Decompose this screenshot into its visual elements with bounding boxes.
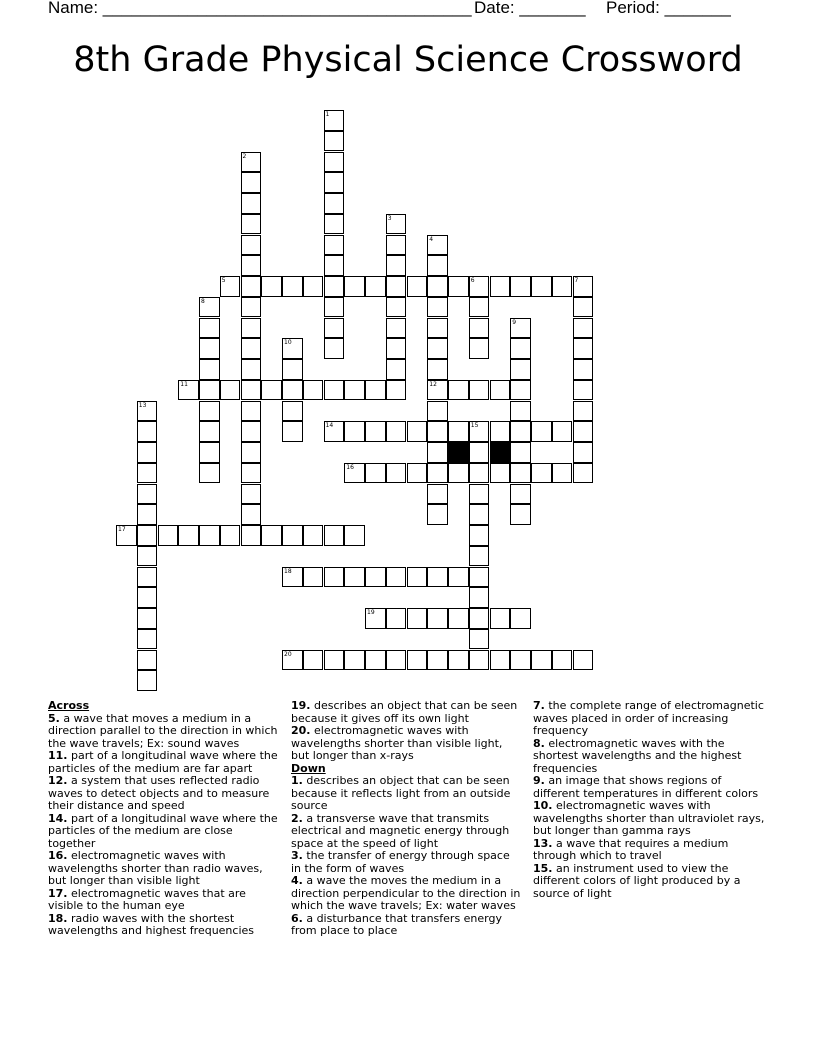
grid-cell[interactable] <box>282 338 303 359</box>
grid-cell[interactable] <box>427 401 448 422</box>
grid-cell[interactable] <box>137 463 158 484</box>
grid-cell[interactable] <box>427 421 448 442</box>
grid-cell[interactable] <box>282 380 303 401</box>
across-clue <box>48 913 280 938</box>
grid-cell[interactable] <box>510 338 531 359</box>
grid-cell[interactable] <box>137 421 158 442</box>
clue-number: 2 <box>242 152 247 160</box>
clue-number: 17. <box>48 886 68 900</box>
grid-cell[interactable] <box>510 380 531 401</box>
grid-cell[interactable] <box>573 276 594 297</box>
grid-cell[interactable] <box>324 131 345 152</box>
clue-text: a system that uses reflected radio waves to detect objects and to measure their distance and speed <box>48 774 270 812</box>
across-clue <box>48 775 280 813</box>
clues-column-1 <box>48 700 280 938</box>
grid-cell[interactable] <box>427 567 448 588</box>
clue-number: 11 <box>180 380 188 388</box>
grid-cell[interactable] <box>137 608 158 629</box>
grid-cell[interactable] <box>282 359 303 380</box>
clue-number: 4. <box>291 874 303 887</box>
grid-cell[interactable] <box>531 650 552 671</box>
grid-cell[interactable] <box>386 255 407 276</box>
grid-cell[interactable] <box>220 380 241 401</box>
grid-cell[interactable] <box>324 338 345 359</box>
period-field[interactable]: Period: _______ <box>606 0 731 17</box>
grid-cell[interactable] <box>407 608 428 629</box>
grid-cell[interactable] <box>573 380 594 401</box>
grid-cell[interactable] <box>241 525 262 546</box>
clue-text: an image that shows regions of different temperatures in different colors <box>533 774 759 800</box>
clue-text: electromagnetic waves with wavelengths shorter than visible light, but longer than x-rays <box>291 724 503 762</box>
grid-cell[interactable] <box>386 297 407 318</box>
grid-cell[interactable] <box>490 421 511 442</box>
clue-text: the complete range of electromagnetic waves placed in order of increasing frequency <box>533 699 764 737</box>
across-list-a <box>48 713 280 938</box>
clue-number: 6 <box>470 277 475 284</box>
clue-number: 9. <box>533 774 545 787</box>
grid-cell[interactable] <box>137 546 158 567</box>
grid-cell[interactable] <box>199 359 220 380</box>
grid-cell[interactable] <box>241 152 262 173</box>
grid-cell[interactable] <box>407 650 428 671</box>
grid-cell[interactable] <box>324 276 345 297</box>
grid-cell[interactable] <box>137 629 158 650</box>
clue-number: 3 <box>387 214 392 222</box>
clue-number: 8. <box>533 736 545 750</box>
grid-cell[interactable] <box>386 276 407 297</box>
grid-cell[interactable] <box>241 172 262 193</box>
grid-cell[interactable] <box>137 401 158 422</box>
grid-cell[interactable] <box>199 525 220 546</box>
grid-cell[interactable] <box>365 567 386 588</box>
grid-cell[interactable] <box>241 338 262 359</box>
clues-column-2 <box>291 700 523 938</box>
grid-cell[interactable] <box>448 567 469 588</box>
grid-cell[interactable] <box>510 276 531 297</box>
down-clue <box>291 875 523 913</box>
grid-cell[interactable] <box>199 421 220 442</box>
grid-cell[interactable] <box>427 255 448 276</box>
grid-cell[interactable] <box>552 276 573 297</box>
grid-cell[interactable] <box>386 359 407 380</box>
grid-cell[interactable] <box>365 650 386 671</box>
grid-cell[interactable] <box>386 235 407 256</box>
grid-cell[interactable] <box>469 297 490 318</box>
grid-cell[interactable] <box>386 608 407 629</box>
grid-cell[interactable] <box>241 442 262 463</box>
clue-number: 7 <box>574 277 579 284</box>
grid-cell[interactable] <box>469 463 490 484</box>
clue-number: 10 <box>284 339 292 347</box>
down-clue <box>533 800 765 838</box>
grid-cell[interactable] <box>510 442 531 463</box>
clue-number: 13 <box>138 401 147 409</box>
grid-cell[interactable] <box>241 380 262 401</box>
grid-cell[interactable] <box>137 587 158 608</box>
grid-cell[interactable] <box>386 318 407 339</box>
grid-cell[interactable] <box>407 421 428 442</box>
clue-number: 3. <box>291 849 303 862</box>
grid-cell[interactable] <box>303 567 324 588</box>
grid-cell[interactable] <box>510 359 531 380</box>
clue-number: 8 <box>201 297 205 305</box>
clue-number: 19. <box>291 699 311 712</box>
grid-cell[interactable] <box>241 214 262 235</box>
grid-cell[interactable] <box>199 463 220 484</box>
clue-text: radio waves with the shortest wavelengths and highest frequencies <box>48 911 255 937</box>
grid-cell[interactable] <box>324 650 345 671</box>
grid-cell[interactable] <box>324 152 345 173</box>
grid-cell[interactable] <box>469 546 490 567</box>
grid-cell[interactable] <box>490 276 511 297</box>
grid-cell[interactable] <box>199 338 220 359</box>
grid-cell[interactable] <box>510 650 531 671</box>
grid-cell[interactable] <box>241 276 262 297</box>
grid-cell[interactable] <box>324 297 345 318</box>
grid-cell[interactable] <box>531 463 552 484</box>
clue-text: the transfer of energy through space in the form of waves <box>291 849 510 875</box>
grid-cell[interactable] <box>324 567 345 588</box>
clue-number: 20 <box>284 650 292 658</box>
grid-cell[interactable] <box>282 276 303 297</box>
grid-cell[interactable] <box>510 318 531 339</box>
down-clue <box>533 738 765 776</box>
clue-text: an instrument used to view the different colors of light produced by a source of light <box>533 861 741 900</box>
clues-column-3 <box>533 700 765 900</box>
down-clue <box>291 775 523 813</box>
grid-cell[interactable] <box>137 525 158 546</box>
grid-cell[interactable] <box>365 608 386 629</box>
clue-text: a disturbance that transfers energy from place to place <box>291 911 502 937</box>
grid-cell[interactable] <box>220 525 241 546</box>
grid-cell[interactable] <box>386 380 407 401</box>
clue-number: 5. <box>48 711 60 725</box>
grid-cell[interactable] <box>510 484 531 505</box>
grid-cell[interactable] <box>386 214 407 235</box>
down-clue <box>533 863 765 901</box>
grid-cell[interactable] <box>137 484 158 505</box>
clue-text: describes an object that can be seen because it gives off its own light <box>291 699 518 725</box>
grid-cell[interactable] <box>531 276 552 297</box>
across-clue <box>48 750 280 775</box>
grid-cell[interactable] <box>386 567 407 588</box>
grid-cell[interactable] <box>510 608 531 629</box>
clue-text: electromagnetic waves with wavelengths shorter than ultraviolet rays, but longer than gamma rays <box>533 799 765 837</box>
grid-cell[interactable] <box>573 650 594 671</box>
grid-cell[interactable] <box>386 421 407 442</box>
grid-cell[interactable] <box>344 276 365 297</box>
grid-cell[interactable] <box>427 504 448 525</box>
grid-cell[interactable] <box>199 318 220 339</box>
grid-cell[interactable] <box>137 650 158 671</box>
grid-cell[interactable] <box>241 401 262 422</box>
grid-cell[interactable] <box>241 255 262 276</box>
grid-cell[interactable] <box>573 401 594 422</box>
grid-cell[interactable] <box>510 401 531 422</box>
grid-cell[interactable] <box>490 608 511 629</box>
grid-cell[interactable] <box>573 318 594 339</box>
across-clue <box>48 888 280 913</box>
clue-number: 13. <box>533 836 553 850</box>
clue-number: 10. <box>533 799 553 812</box>
grid-cell[interactable] <box>386 338 407 359</box>
grid-cell[interactable] <box>573 297 594 318</box>
grid-cell[interactable] <box>490 380 511 401</box>
grid-cell[interactable] <box>282 401 303 422</box>
grid-cell[interactable] <box>137 442 158 463</box>
grid-cell[interactable] <box>241 359 262 380</box>
across-heading: Across <box>48 699 90 712</box>
grid-cell[interactable] <box>324 318 345 339</box>
grid-cell[interactable] <box>137 670 158 691</box>
page-title: 8th Grade Physical Science Crossword <box>73 40 743 80</box>
grid-cell[interactable] <box>427 650 448 671</box>
down-clue <box>291 913 523 938</box>
clue-number: 19 <box>367 609 375 616</box>
grid-cell[interactable] <box>241 504 262 525</box>
grid-cell[interactable] <box>344 567 365 588</box>
grid-cell[interactable] <box>510 504 531 525</box>
grid-cell[interactable] <box>448 276 469 297</box>
grid-cell[interactable] <box>303 525 324 546</box>
grid-cell[interactable] <box>344 380 365 401</box>
grid-cell[interactable] <box>427 463 448 484</box>
grid-cell[interactable] <box>448 421 469 442</box>
grid-cell[interactable] <box>199 442 220 463</box>
grid-cell[interactable] <box>324 172 345 193</box>
grid-cell[interactable] <box>261 525 282 546</box>
grid-cell[interactable] <box>282 421 303 442</box>
grid-cell[interactable] <box>490 463 511 484</box>
grid-cell[interactable] <box>531 421 552 442</box>
grid-cell[interactable] <box>573 359 594 380</box>
grid-cell[interactable] <box>365 276 386 297</box>
grid-cell[interactable] <box>552 650 573 671</box>
grid-cell[interactable] <box>241 421 262 442</box>
grid-cell[interactable] <box>469 380 490 401</box>
clue-number: 14 <box>325 422 334 430</box>
grid-cell[interactable] <box>469 567 490 588</box>
clue-number: 18 <box>284 567 292 575</box>
grid-cell[interactable] <box>469 338 490 359</box>
grid-cell[interactable] <box>178 525 199 546</box>
grid-cell[interactable] <box>469 650 490 671</box>
clue-text: part of a longitudinal wave where the particles of the medium are close together <box>48 811 278 850</box>
grid-cell[interactable] <box>448 608 469 629</box>
grid-cell[interactable] <box>510 421 531 442</box>
grid-cell[interactable] <box>324 193 345 214</box>
grid-cell[interactable] <box>241 318 262 339</box>
grid-cell[interactable] <box>427 484 448 505</box>
clue-number: 20. <box>291 724 311 737</box>
grid-cell[interactable] <box>365 463 386 484</box>
grid-cell[interactable] <box>573 338 594 359</box>
clue-number: 15 <box>470 422 479 430</box>
clue-text: electromagnetic waves with the shortest wavelengths and the highest frequencies <box>533 736 742 775</box>
grid-cell[interactable] <box>241 463 262 484</box>
clue-number: 1. <box>291 774 303 787</box>
down-clue <box>291 850 523 875</box>
grid-cell[interactable] <box>552 463 573 484</box>
clue-number: 12. <box>48 774 68 787</box>
clue-number: 11. <box>48 749 68 762</box>
clue-text: electromagnetic waves that are visible to the human eye <box>48 886 246 912</box>
across-clue <box>48 713 280 751</box>
grid-cell[interactable] <box>427 338 448 359</box>
grid-cell[interactable] <box>324 255 345 276</box>
grid-cell[interactable] <box>469 442 490 463</box>
grid-cell[interactable] <box>116 525 137 546</box>
grid-cell[interactable] <box>448 650 469 671</box>
date-field[interactable]: Date: _______ <box>474 0 586 17</box>
grid-cell[interactable] <box>303 650 324 671</box>
grid-cell[interactable] <box>407 567 428 588</box>
grid-cell[interactable] <box>365 421 386 442</box>
grid-cell[interactable] <box>427 442 448 463</box>
grid-cell[interactable] <box>573 442 594 463</box>
clue-text: electromagnetic waves with wavelengths shorter than radio waves, but longer than visible light <box>48 849 263 887</box>
down-heading: Down <box>291 761 326 775</box>
grid-cell[interactable] <box>303 276 324 297</box>
clue-number: 7. <box>533 699 545 712</box>
clue-number: 2. <box>291 811 303 825</box>
grid-block <box>448 442 469 463</box>
grid-cell[interactable] <box>344 525 365 546</box>
grid-cell[interactable] <box>344 421 365 442</box>
grid-cell[interactable] <box>241 297 262 318</box>
clue-text: a wave the moves the medium in a direction perpendicular to the direction in which the wave travels; Ex: water waves <box>291 874 521 912</box>
clue-number: 17 <box>118 526 126 533</box>
grid-cell[interactable] <box>386 650 407 671</box>
grid-cell[interactable] <box>448 380 469 401</box>
clue-number: 16 <box>346 463 354 471</box>
clue-number: 12 <box>429 380 437 388</box>
across-clue <box>48 813 280 851</box>
grid-cell[interactable] <box>427 235 448 256</box>
grid-cell[interactable] <box>469 608 490 629</box>
clue-text: a wave that moves a medium in a direction parallel to the direction in which the wave travels; Ex: sound waves <box>48 711 278 750</box>
down-list-a <box>291 775 523 938</box>
grid-cell[interactable] <box>261 276 282 297</box>
grid-cell[interactable] <box>241 484 262 505</box>
grid-cell[interactable] <box>427 297 448 318</box>
down-clue <box>533 700 765 738</box>
clue-number: 6. <box>291 911 303 925</box>
clue-number: 14. <box>48 811 68 825</box>
clue-number: 18. <box>48 911 68 925</box>
grid-cell[interactable] <box>261 380 282 401</box>
clue-text: a wave that requires a medium through which to travel <box>533 836 729 862</box>
clue-text: part of a longitudinal wave where the particles of the medium are far apart <box>48 749 278 775</box>
grid-cell[interactable] <box>469 421 490 442</box>
grid-cell[interactable] <box>490 650 511 671</box>
grid-cell[interactable] <box>199 380 220 401</box>
grid-cell[interactable] <box>324 235 345 256</box>
clue-text: describes an object that can be seen because it reflects light from an outside source <box>291 774 511 812</box>
grid-cell[interactable] <box>324 421 345 442</box>
grid-cell[interactable] <box>282 650 303 671</box>
across-clue <box>291 700 523 725</box>
grid-cell[interactable] <box>573 463 594 484</box>
grid-cell[interactable] <box>158 525 179 546</box>
clue-number: 9 <box>512 318 517 326</box>
grid-cell[interactable] <box>469 484 490 505</box>
grid-cell[interactable] <box>469 276 490 297</box>
clue-number: 1 <box>325 111 330 118</box>
clue-number: 15. <box>533 861 553 875</box>
down-clue <box>533 775 765 800</box>
grid-cell[interactable] <box>552 421 573 442</box>
grid-cell[interactable] <box>324 214 345 235</box>
clue-number: 5 <box>221 277 226 284</box>
grid-cell[interactable] <box>344 463 365 484</box>
grid-cell[interactable] <box>407 463 428 484</box>
grid-cell[interactable] <box>199 401 220 422</box>
grid-cell[interactable] <box>365 380 386 401</box>
grid-block <box>490 442 511 463</box>
grid-cell[interactable] <box>178 380 199 401</box>
grid-cell[interactable] <box>469 504 490 525</box>
down-list-b <box>533 700 765 900</box>
across-list-b <box>291 700 523 763</box>
grid-cell[interactable] <box>386 463 407 484</box>
grid-cell[interactable] <box>427 380 448 401</box>
grid-cell[interactable] <box>282 567 303 588</box>
grid-cell[interactable] <box>469 318 490 339</box>
grid-cell[interactable] <box>344 650 365 671</box>
grid-cell[interactable] <box>220 276 241 297</box>
across-clue <box>48 850 280 888</box>
grid-cell[interactable] <box>241 235 262 256</box>
down-clue <box>533 838 765 863</box>
clue-text: a transverse wave that transmits electrical and magnetic energy through space at the speed of light <box>291 811 510 850</box>
grid-cell[interactable] <box>427 608 448 629</box>
grid-cell[interactable] <box>573 421 594 442</box>
grid-cell[interactable] <box>137 567 158 588</box>
grid-cell[interactable] <box>137 504 158 525</box>
grid-cell[interactable] <box>199 297 220 318</box>
clue-number: 4 <box>429 235 434 243</box>
grid-cell[interactable] <box>469 587 490 608</box>
grid-cell[interactable] <box>407 276 428 297</box>
across-clue <box>291 725 523 763</box>
name-field[interactable]: Name: _______________________________________ <box>48 0 472 17</box>
grid-cell[interactable] <box>427 318 448 339</box>
clue-number: 16. <box>48 849 68 862</box>
grid-cell[interactable] <box>448 463 469 484</box>
grid-cell[interactable] <box>324 380 345 401</box>
down-clue <box>291 813 523 851</box>
grid-cell[interactable] <box>427 359 448 380</box>
grid-cell[interactable] <box>427 276 448 297</box>
grid-cell[interactable] <box>469 629 490 650</box>
grid-cell[interactable] <box>241 193 262 214</box>
grid-cell[interactable] <box>324 525 345 546</box>
grid-cell[interactable] <box>324 110 345 131</box>
grid-cell[interactable] <box>510 463 531 484</box>
grid-cell[interactable] <box>469 525 490 546</box>
grid-cell[interactable] <box>282 525 303 546</box>
grid-cell[interactable] <box>303 380 324 401</box>
